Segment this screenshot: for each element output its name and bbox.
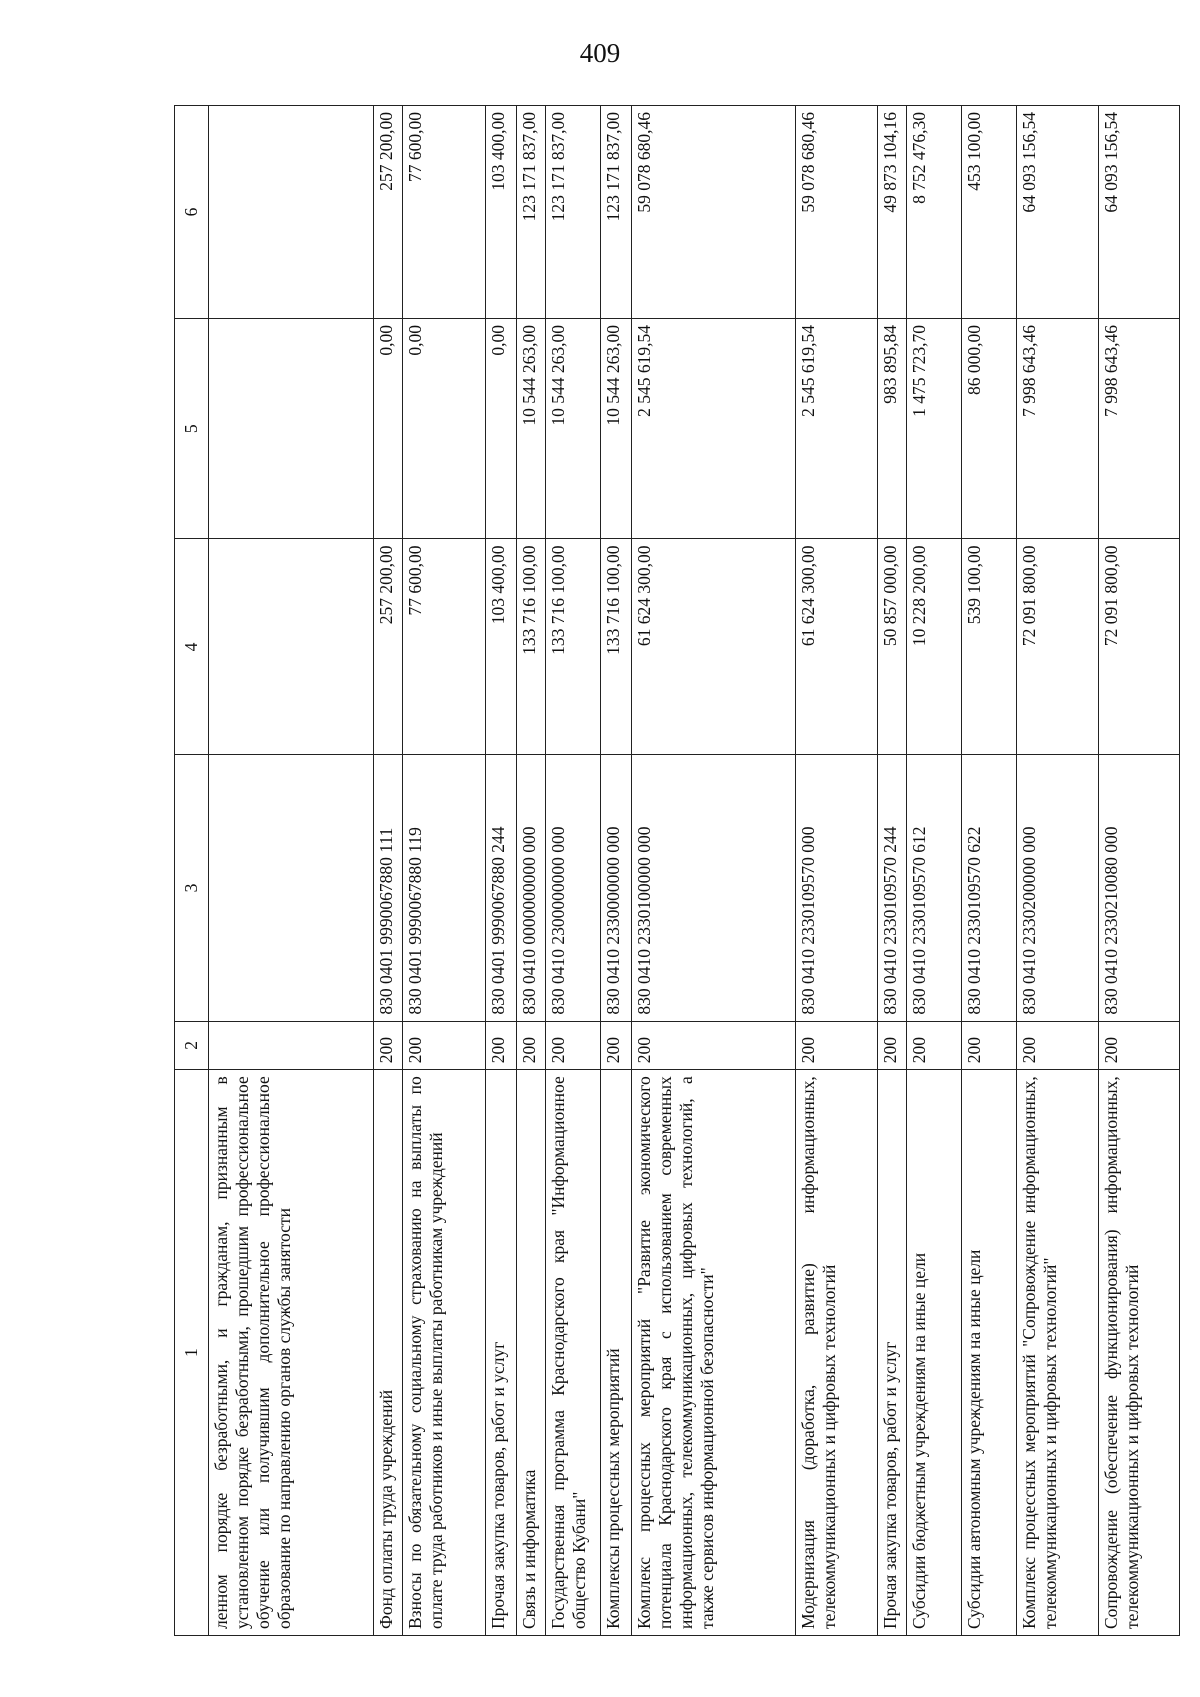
table-row [208, 106, 373, 1636]
row-column-6-amount: 123 171 837,00 [601, 106, 631, 319]
row-column-4-amount [208, 539, 373, 755]
row-column-5-amount: 0,00 [373, 318, 402, 539]
row-budget-code: 830 0410 2330100000 000 [631, 755, 796, 1021]
row-budget-code: 830 0410 2330109570 244 [877, 755, 906, 1021]
row-column-6-amount: 453 100,00 [962, 106, 1017, 319]
row-column-2-value: 200 [402, 1021, 485, 1070]
table-row [1098, 106, 1179, 1636]
row-column-5-amount: 7 998 643,46 [1017, 318, 1098, 539]
row-column-4-amount: 133 716 100,00 [516, 539, 545, 755]
row-column-5-amount: 10 544 263,00 [516, 318, 545, 539]
row-column-2-value: 200 [906, 1021, 961, 1070]
row-description: Связь и информатика [516, 1070, 545, 1636]
row-description: ленном порядке безработными, и гражданам, признанным в установленном порядке безработными, прошедшим профессиональное обучение или получившим дополнительное профессиональное образование по направлению органов службы занятости [208, 1070, 373, 1636]
row-description: Фонд оплаты труда учреждений [373, 1070, 402, 1636]
row-column-5-amount: 86 000,00 [962, 318, 1017, 539]
row-budget-code: 830 0401 9990067880 244 [486, 755, 516, 1021]
row-budget-code: 830 0401 9990067880 111 [373, 755, 402, 1021]
row-column-4-amount: 133 716 100,00 [546, 539, 601, 755]
budget-table-body [175, 106, 1180, 1636]
row-column-5-amount: 10 544 263,00 [546, 318, 601, 539]
row-column-2-value: 200 [546, 1021, 601, 1070]
row-description: Комплекс процессных мероприятий "Развитие экономического потенциала Краснодарского края с использованием современных информационных, телекоммуникационных, цифровых технологий, а также сервисов информационной безопасности" [631, 1070, 796, 1636]
row-column-6-amount: 49 873 104,16 [877, 106, 906, 319]
page-number: 409 [579, 38, 621, 68]
row-description: Комплексы процессных мероприятий [601, 1070, 631, 1636]
row-budget-code [208, 755, 373, 1021]
header-col-2: 2 [175, 1021, 209, 1070]
row-column-6-amount: 8 752 476,30 [906, 106, 961, 319]
row-column-2-value: 200 [373, 1021, 402, 1070]
header-col-6: 6 [175, 106, 209, 319]
row-description: Субсидии автономным учреждениям на иные цели [962, 1070, 1017, 1636]
row-budget-code: 830 0410 2330109570 612 [906, 755, 961, 1021]
row-column-4-amount: 61 624 300,00 [631, 539, 796, 755]
row-column-5-amount: 10 544 263,00 [601, 318, 631, 539]
row-column-2-value [208, 1021, 373, 1070]
row-column-5-amount: 0,00 [402, 318, 485, 539]
row-description: Сопровождение (обеспечение функционирования) информационных, телекоммуникационных и цифровых технологий [1098, 1070, 1179, 1636]
row-column-6-amount [208, 106, 373, 319]
table-container [174, 105, 1180, 1636]
row-description: Взносы по обязательному социальному страхованию на выплаты по оплате труда работников и иные выплаты работникам учреждений [402, 1070, 485, 1636]
table-row [906, 106, 961, 1636]
row-column-2-value: 200 [601, 1021, 631, 1070]
rotated-table-frame [174, 105, 1180, 1636]
row-column-4-amount: 103 400,00 [486, 539, 516, 755]
row-column-6-amount: 59 078 680,46 [631, 106, 796, 319]
row-column-2-value: 200 [962, 1021, 1017, 1070]
header-col-3: 3 [175, 755, 209, 1021]
row-description: Модернизация (доработка, развитие) информационных, телекоммуникационных и цифровых технологий [796, 1070, 877, 1636]
row-column-4-amount: 72 091 800,00 [1017, 539, 1098, 755]
row-column-2-value: 200 [631, 1021, 796, 1070]
row-budget-code: 830 0410 2330200000 000 [1017, 755, 1098, 1021]
table-row [1017, 106, 1098, 1636]
budget-table [174, 105, 1180, 1636]
row-column-5-amount: 2 545 619,54 [796, 318, 877, 539]
row-column-4-amount: 257 200,00 [373, 539, 402, 755]
header-col-1: 1 [175, 1070, 209, 1636]
table-row [877, 106, 906, 1636]
row-column-6-amount: 64 093 156,54 [1017, 106, 1098, 319]
row-column-6-amount: 123 171 837,00 [546, 106, 601, 319]
row-column-4-amount: 10 228 200,00 [906, 539, 961, 755]
row-description: Прочая закупка товаров, работ и услуг [486, 1070, 516, 1636]
row-description: Субсидии бюджетным учреждениям на иные цели [906, 1070, 961, 1636]
row-column-5-amount: 0,00 [486, 318, 516, 539]
row-description: Государственная программа Краснодарского края "Информационное общество Кубани" [546, 1070, 601, 1636]
row-budget-code: 830 0410 0000000000 000 [516, 755, 545, 1021]
row-column-4-amount: 72 091 800,00 [1098, 539, 1179, 755]
table-row [516, 106, 545, 1636]
row-column-5-amount: 7 998 643,46 [1098, 318, 1179, 539]
row-column-5-amount: 983 895,84 [877, 318, 906, 539]
row-column-2-value: 200 [486, 1021, 516, 1070]
row-budget-code: 830 0410 2330109570 622 [962, 755, 1017, 1021]
row-column-4-amount: 61 624 300,00 [796, 539, 877, 755]
row-column-4-amount: 133 716 100,00 [601, 539, 631, 755]
row-column-4-amount: 50 857 000,00 [877, 539, 906, 755]
row-column-2-value: 200 [796, 1021, 877, 1070]
row-column-6-amount: 257 200,00 [373, 106, 402, 319]
row-column-6-amount: 77 600,00 [402, 106, 485, 319]
table-row [796, 106, 877, 1636]
row-budget-code: 830 0410 2330109570 000 [796, 755, 877, 1021]
table-row [601, 106, 631, 1636]
row-budget-code: 830 0410 2330000000 000 [601, 755, 631, 1021]
row-budget-code: 830 0401 9990067880 119 [402, 755, 485, 1021]
row-budget-code: 830 0410 2300000000 000 [546, 755, 601, 1021]
row-column-4-amount: 77 600,00 [402, 539, 485, 755]
table-header-row [175, 106, 209, 1636]
header-col-4: 4 [175, 539, 209, 755]
row-column-5-amount: 2 545 619,54 [631, 318, 796, 539]
row-column-2-value: 200 [1098, 1021, 1179, 1070]
header-col-5: 5 [175, 318, 209, 539]
row-description: Прочая закупка товаров, работ и услуг [877, 1070, 906, 1636]
row-column-6-amount: 59 078 680,46 [796, 106, 877, 319]
row-column-2-value: 200 [1017, 1021, 1098, 1070]
row-description: Комплекс процессных мероприятий "Сопровождение информационных, телекоммуникационных и цифровых технологий" [1017, 1070, 1098, 1636]
table-row [631, 106, 796, 1636]
table-row [373, 106, 402, 1636]
table-row [546, 106, 601, 1636]
row-column-6-amount: 64 093 156,54 [1098, 106, 1179, 319]
row-column-4-amount: 539 100,00 [962, 539, 1017, 755]
row-budget-code: 830 0410 2330210080 000 [1098, 755, 1179, 1021]
row-column-2-value: 200 [877, 1021, 906, 1070]
table-row [486, 106, 516, 1636]
row-column-5-amount [208, 318, 373, 539]
row-column-6-amount: 103 400,00 [486, 106, 516, 319]
table-row [402, 106, 485, 1636]
row-column-6-amount: 123 171 837,00 [516, 106, 545, 319]
row-column-5-amount: 1 475 723,70 [906, 318, 961, 539]
row-column-2-value: 200 [516, 1021, 545, 1070]
table-row [962, 106, 1017, 1636]
